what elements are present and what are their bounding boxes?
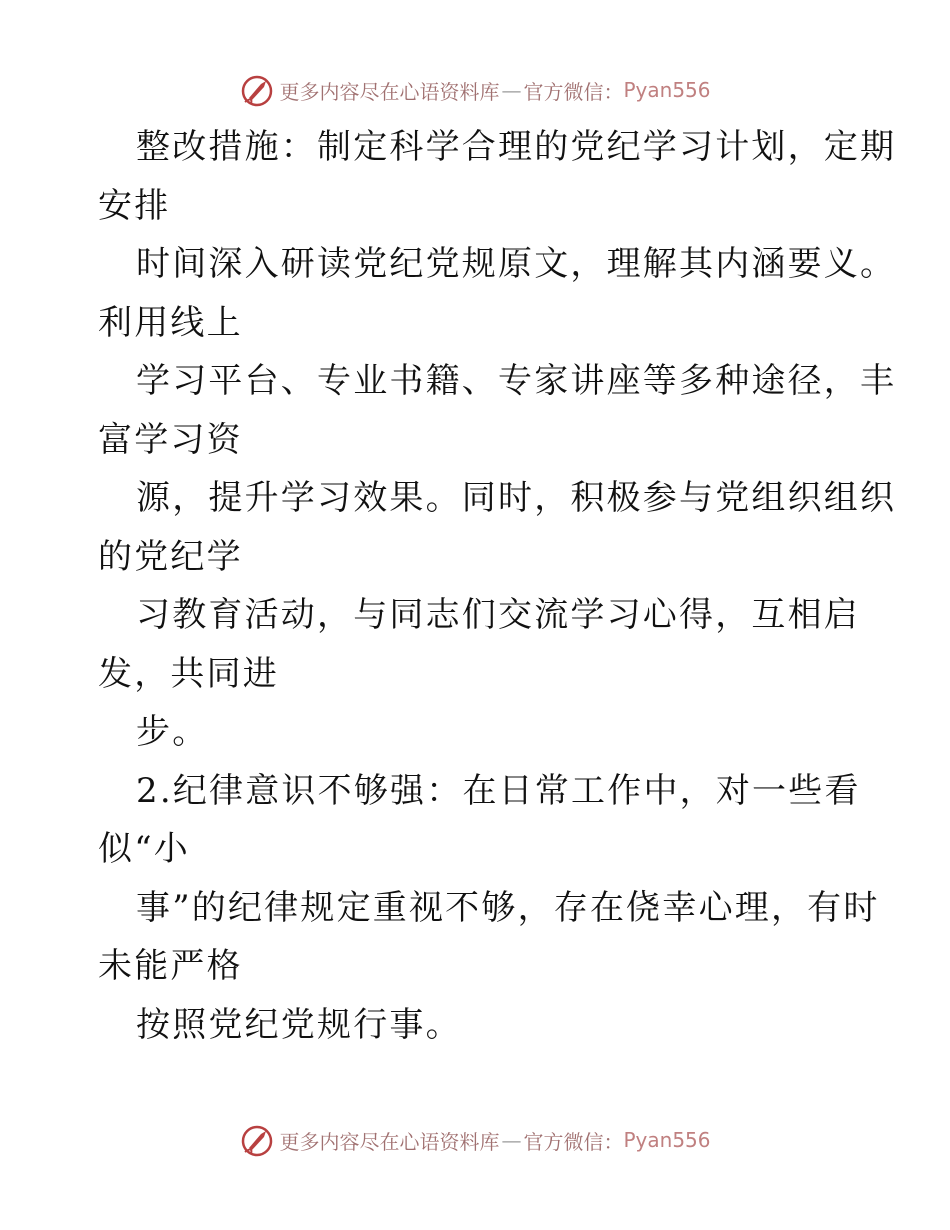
text-line: 利用线上 (98, 302, 243, 343)
watermark-wechat-id: Pyan556 (623, 78, 711, 102)
text-line: 时间深入研读党纪党规原文，理解其内涵要义。 (136, 244, 897, 284)
watermark-title: 更多内容尽在心语资料库 (279, 79, 500, 104)
text-line: 安排 (98, 185, 171, 226)
watermark-title: 更多内容尽在心语资料库 (279, 1129, 500, 1154)
text-line: 发，共同进 (98, 653, 279, 694)
text-line: 按照党纪党规行事。 (136, 1004, 462, 1045)
text-line: 习教育活动，与同志们交流学习心得，互相启 (136, 595, 860, 635)
footer-watermark (0, 1122, 950, 1158)
text-line: 步。 (136, 712, 209, 752)
watermark-wechat-id: Pyan556 (623, 1128, 711, 1152)
text-line: 源，提升学习效果。同时，积极参与党组织组织 (136, 478, 897, 518)
text-line: 2.纪律意识不够强：在日常工作中，对一些看 (136, 770, 861, 811)
text-line: 的党纪学 (98, 536, 243, 577)
text-line: 似“小 (98, 829, 190, 869)
document-body (98, 118, 897, 1054)
header-watermark (0, 72, 950, 108)
text-line: 富学习资 (98, 419, 243, 460)
pen-nib-logo-icon (239, 1122, 275, 1158)
text-line: 事”的纪律规定重视不够，存在侥幸心理，有时 (136, 887, 880, 928)
watermark-label: 官方微信： (523, 79, 624, 104)
pen-nib-logo-icon (239, 72, 275, 108)
watermark-label: 官方微信： (523, 1129, 624, 1154)
watermark-separator: — (501, 78, 522, 102)
text-line: 学习平台、专业书籍、专家讲座等多种途径，丰 (136, 361, 897, 401)
text-line: 未能严格 (98, 946, 243, 986)
text-line: 整改措施：制定科学合理的党纪学习计划，定期 (136, 127, 897, 167)
watermark-separator: — (501, 1128, 522, 1152)
